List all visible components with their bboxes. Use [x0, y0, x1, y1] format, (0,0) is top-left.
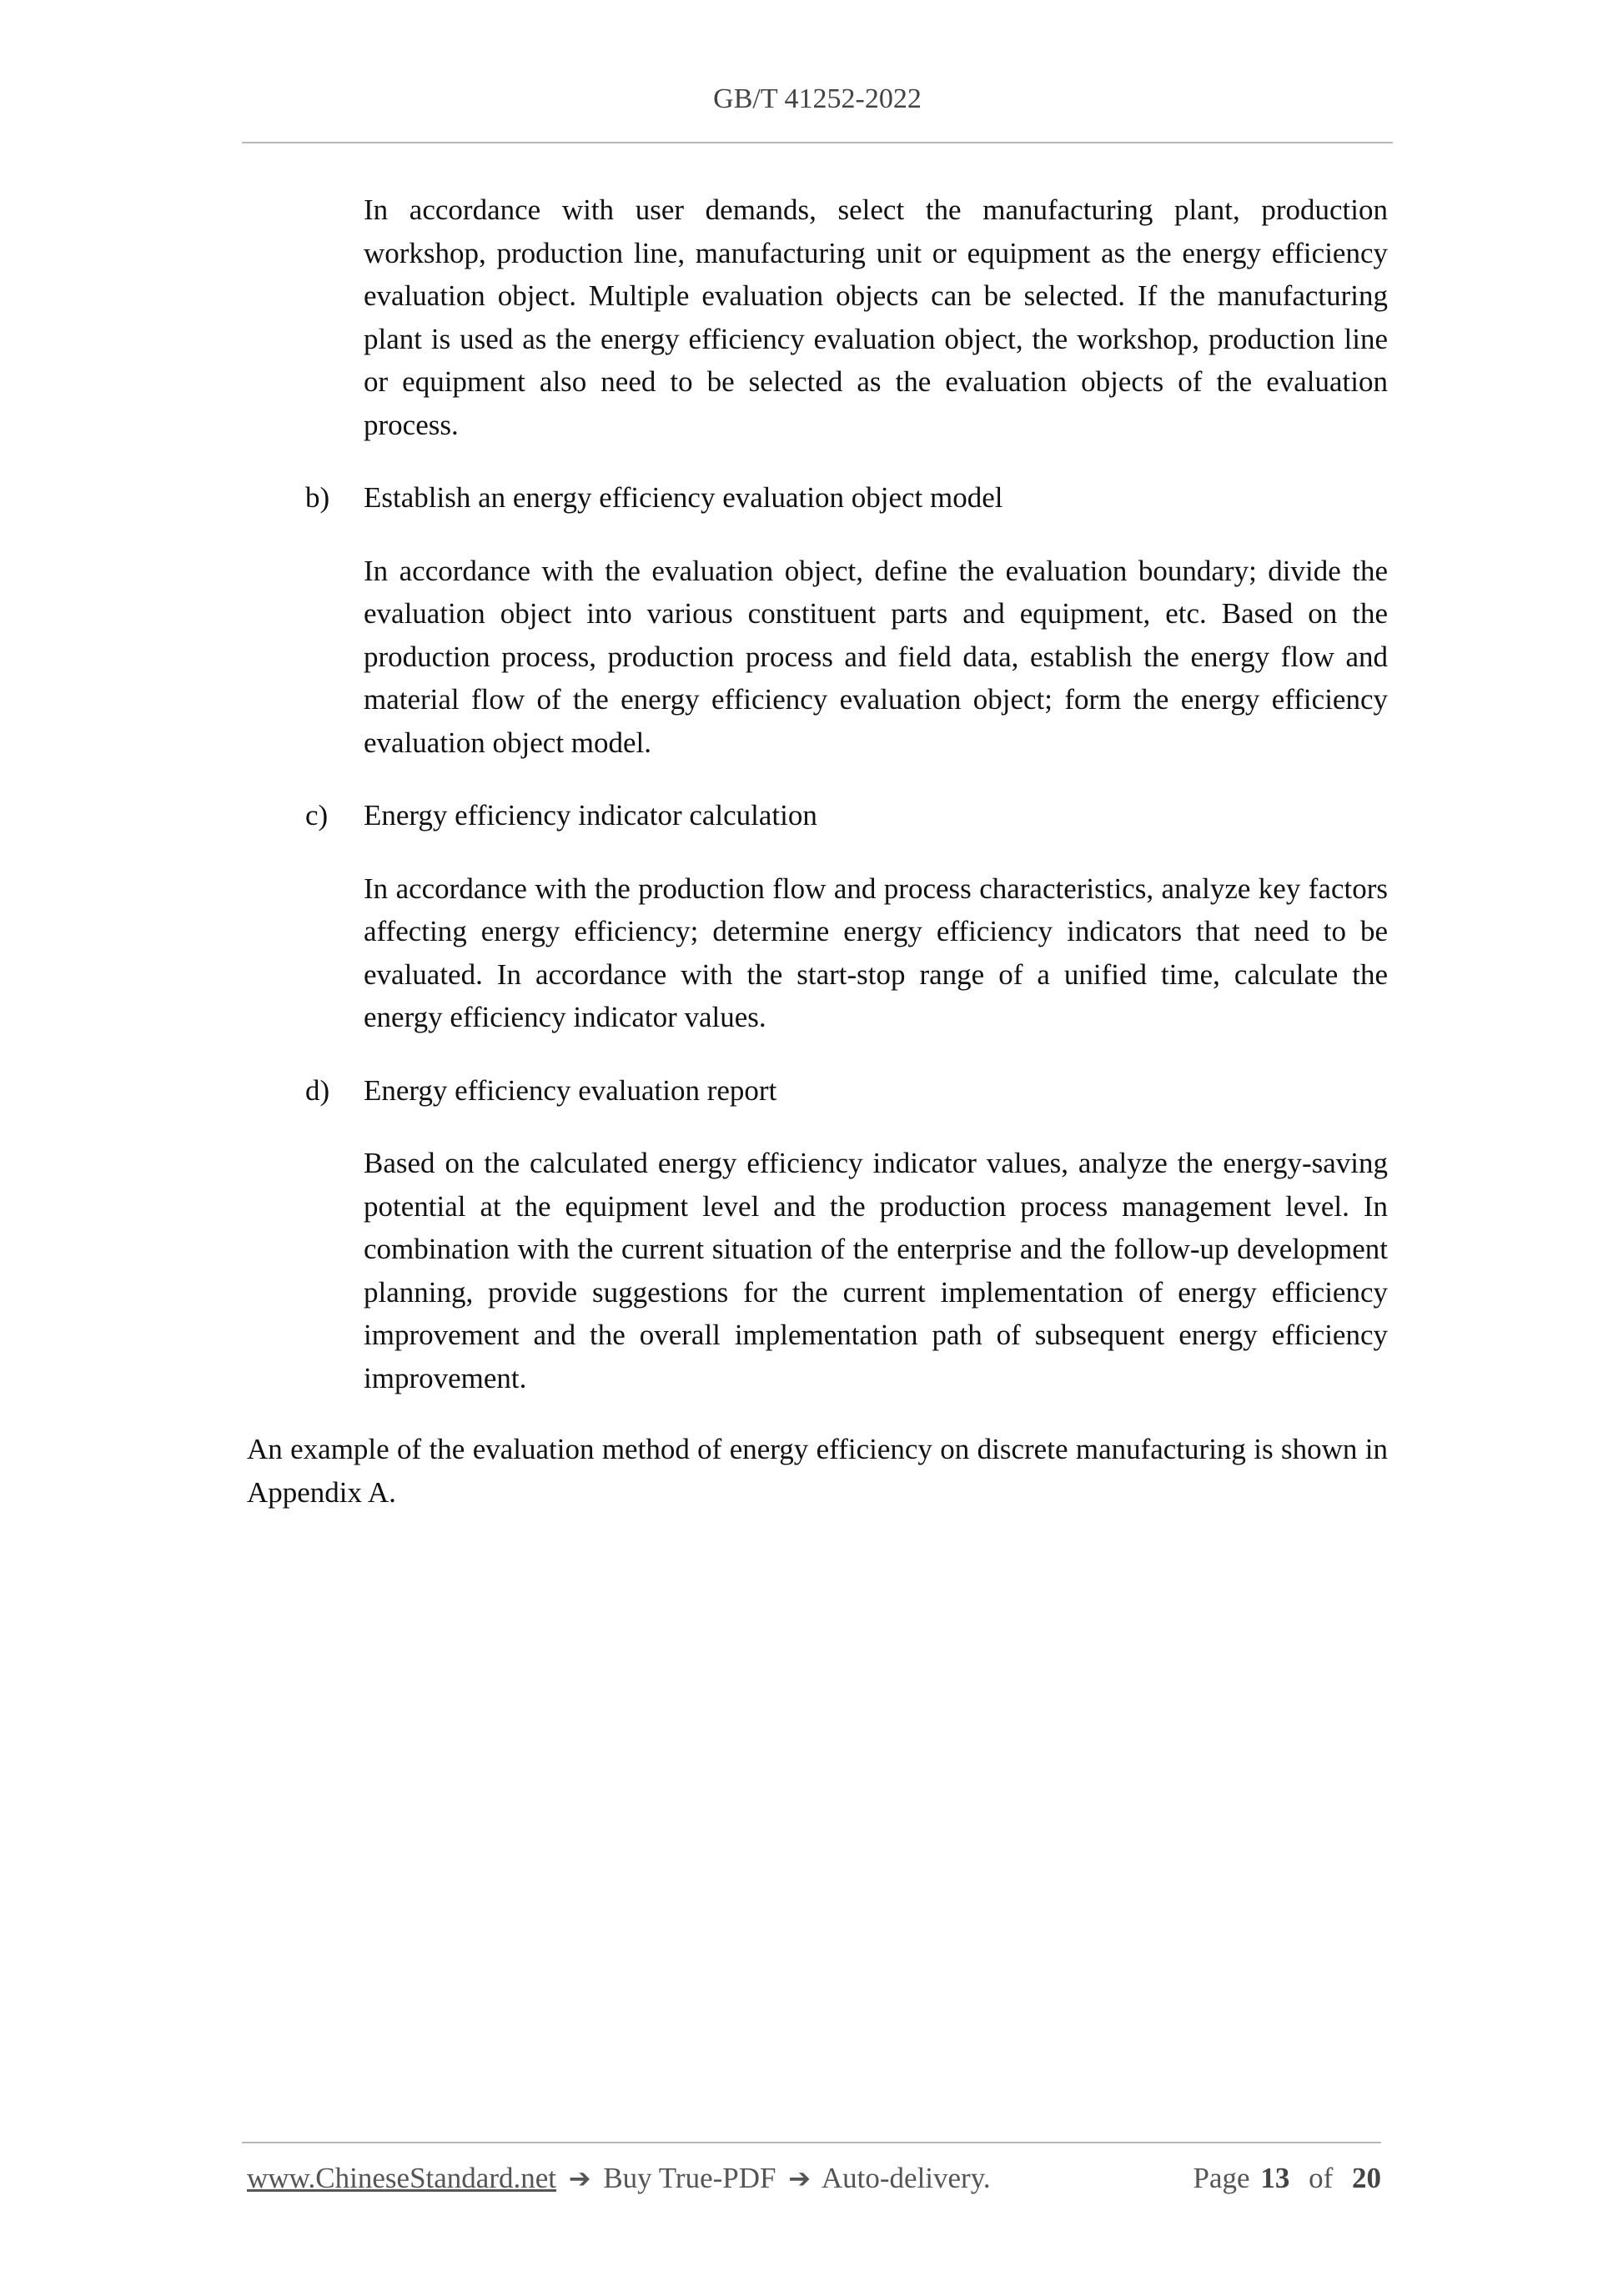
intro-paragraph: In accordance with user demands, select the manufacturing plant, production workshop, production line, manufacturing unit or equipment as the energy efficiency evaluation object. Multiple evaluation objects can be selected. If the manufacturing plant is used as the energy efficiency evaluation object, the workshop, production line or equipment also need to be selected as the evaluation objects of the evaluation process. [364, 193, 1388, 441]
page-indicator [1193, 2162, 1381, 2195]
list-marker: d) [305, 1073, 330, 1107]
buy-text: Buy True-PDF [603, 2162, 776, 2194]
list-item-heading-b [247, 476, 1388, 520]
page-of: of [1309, 2162, 1334, 2194]
list-item-title: Energy efficiency evaluation report [364, 1073, 777, 1107]
standard-code: GB/T 41252-2022 [713, 83, 922, 114]
list-marker: b) [305, 481, 330, 514]
arrow-right-icon: ➔ [568, 2163, 591, 2194]
page-label: Page [1193, 2162, 1250, 2194]
site-link[interactable]: www.ChineseStandard.net [247, 2162, 556, 2194]
footer-divider [242, 2142, 1381, 2143]
page-current: 13 [1260, 2162, 1290, 2194]
closing-paragraph: An example of the evaluation method of energy efficiency on discrete manufacturing is shown in Appendix A. [247, 1433, 1388, 1509]
list-marker: c) [305, 799, 329, 831]
footer-promo [247, 2162, 991, 2195]
list-item-text: In accordance with the production flow and process characteristics, analyze key factors affecting energy efficiency; determine energy efficiency indicators that need to be evaluated. In accordance with the start-stop range of a unified time, calculate the energy efficiency indicator values. [364, 872, 1388, 1033]
list-item-title: Establish an energy efficiency evaluation object model [364, 481, 1003, 514]
header-divider [242, 142, 1393, 143]
page-content [247, 188, 1388, 1514]
page-footer [247, 2162, 1381, 2195]
list-item-title: Energy efficiency indicator calculation [364, 799, 817, 831]
arrow-right-icon: ➔ [788, 2163, 812, 2194]
document-header [242, 83, 1393, 115]
delivery-text: Auto-delivery. [821, 2162, 991, 2194]
list-item-text: In accordance with the evaluation object, define the evaluation boundary; divide the evaluation object into various constituent parts and equipment, etc. Based on the production process, production process and field data, establish the energy flow and material flow of the energy efficiency evaluation object; form the energy efficiency evaluation object model. [364, 554, 1388, 759]
list-item-text: Based on the calculated energy efficiency indicator values, analyze the energy-saving potential at the equipment level and the production process management level. In combination with the current situation of the enterprise and the follow-up development planning, provide suggestions for the current implementation of energy efficiency improvement and the overall implementation path of subsequent energy efficiency improvement. [364, 1147, 1388, 1394]
list-item-heading-d [247, 1069, 1388, 1113]
list-item-heading-c [247, 794, 1388, 837]
page-total: 20 [1352, 2162, 1381, 2194]
